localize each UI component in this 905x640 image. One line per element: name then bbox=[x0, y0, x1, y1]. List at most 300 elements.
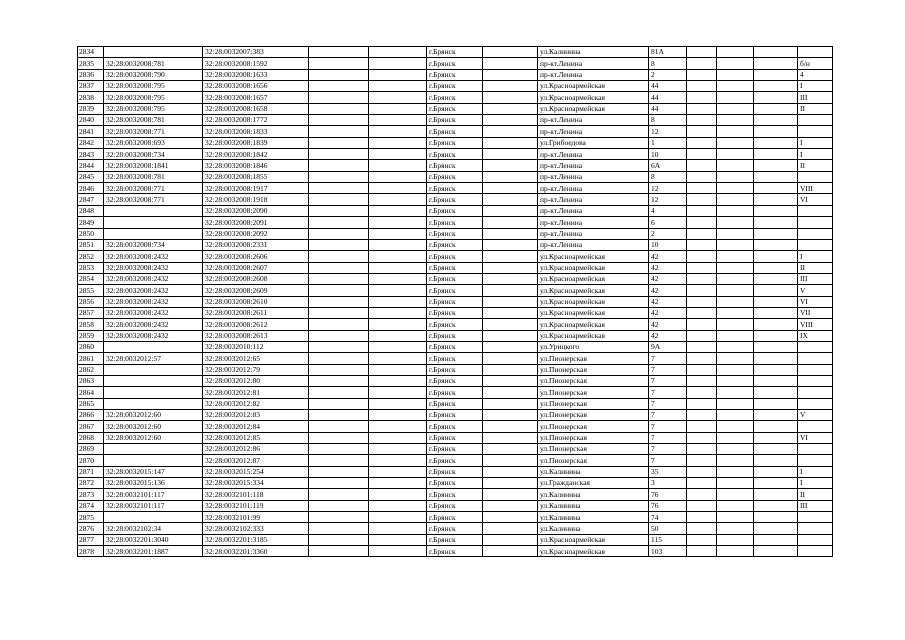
parent-cadastral-number-cell: 32:28:0032008:771 bbox=[104, 183, 203, 194]
house-number-cell: 7 bbox=[649, 375, 687, 386]
table-row bbox=[78, 375, 833, 386]
street-cell: ул.Пионерская bbox=[538, 398, 649, 409]
empty-cell-b bbox=[369, 296, 427, 307]
table-row bbox=[78, 341, 833, 352]
premises-number-cell: VII bbox=[798, 307, 833, 318]
table-row bbox=[78, 69, 833, 80]
empty-cell-c bbox=[483, 455, 538, 466]
parent-cadastral-number-cell: 32:28:0032008:781 bbox=[104, 115, 203, 126]
table-row bbox=[78, 47, 833, 58]
parent-cadastral-number-cell bbox=[104, 444, 203, 455]
row-number-cell: 2867 bbox=[78, 421, 104, 432]
empty-cell-f bbox=[754, 69, 798, 80]
empty-cell-a bbox=[309, 160, 369, 171]
empty-cell-c bbox=[483, 319, 538, 330]
empty-cell-c bbox=[483, 330, 538, 341]
parent-cadastral-number-cell bbox=[104, 205, 203, 216]
empty-cell-b bbox=[369, 126, 427, 137]
empty-cell-f bbox=[754, 387, 798, 398]
row-number-cell: 2834 bbox=[78, 47, 104, 58]
empty-cell-f bbox=[754, 375, 798, 386]
premises-number-cell bbox=[798, 546, 833, 557]
empty-cell-c bbox=[483, 296, 538, 307]
table-row bbox=[78, 273, 833, 284]
house-number-cell: 12 bbox=[649, 126, 687, 137]
row-number-cell: 2874 bbox=[78, 500, 104, 511]
empty-cell-c bbox=[483, 228, 538, 239]
premises-number-cell: VI bbox=[798, 194, 833, 205]
empty-cell-d bbox=[687, 103, 717, 114]
premises-number-cell: IX bbox=[798, 330, 833, 341]
city-cell: г.Брянск bbox=[427, 353, 483, 364]
table-row bbox=[78, 149, 833, 160]
cadastral-number-cell: 32:28:0032008:2606 bbox=[203, 251, 309, 262]
empty-cell-f bbox=[754, 137, 798, 148]
cadastral-number-cell: 32:28:0032012:65 bbox=[203, 353, 309, 364]
empty-cell-a bbox=[309, 47, 369, 58]
parent-cadastral-number-cell: 32:28:0032012:60 bbox=[104, 432, 203, 443]
house-number-cell: 7 bbox=[649, 432, 687, 443]
table-row bbox=[78, 194, 833, 205]
parent-cadastral-number-cell: 32:28:0032008:2432 bbox=[104, 307, 203, 318]
empty-cell-f bbox=[754, 466, 798, 477]
empty-cell-d bbox=[687, 228, 717, 239]
empty-cell-e bbox=[717, 466, 754, 477]
empty-cell-e bbox=[717, 228, 754, 239]
cadastral-number-cell: 32:28:0032102:333 bbox=[203, 523, 309, 534]
parent-cadastral-number-cell: 32:28:0032008:781 bbox=[104, 171, 203, 182]
parent-cadastral-number-cell: 32:28:0032008:2432 bbox=[104, 296, 203, 307]
empty-cell-c bbox=[483, 307, 538, 318]
table-row bbox=[78, 455, 833, 466]
empty-cell-c bbox=[483, 432, 538, 443]
empty-cell-e bbox=[717, 205, 754, 216]
empty-cell-b bbox=[369, 92, 427, 103]
table-row bbox=[78, 364, 833, 375]
street-cell: пр-кт.Ленина bbox=[538, 69, 649, 80]
row-number-cell: 2869 bbox=[78, 444, 104, 455]
city-cell: г.Брянск bbox=[427, 273, 483, 284]
city-cell: г.Брянск bbox=[427, 251, 483, 262]
premises-number-cell: II bbox=[798, 262, 833, 273]
cadastral-number-cell: 32:28:0032010:112 bbox=[203, 341, 309, 352]
row-number-cell: 2848 bbox=[78, 205, 104, 216]
empty-cell-d bbox=[687, 523, 717, 534]
empty-cell-e bbox=[717, 296, 754, 307]
table-row bbox=[78, 296, 833, 307]
premises-number-cell: III bbox=[798, 273, 833, 284]
house-number-cell: 115 bbox=[649, 534, 687, 545]
empty-cell-d bbox=[687, 171, 717, 182]
empty-cell-d bbox=[687, 398, 717, 409]
empty-cell-f bbox=[754, 432, 798, 443]
cadastral-number-cell: 32:28:0032008:2090 bbox=[203, 205, 309, 216]
city-cell: г.Брянск bbox=[427, 398, 483, 409]
empty-cell-a bbox=[309, 375, 369, 386]
empty-cell-b bbox=[369, 285, 427, 296]
empty-cell-c bbox=[483, 273, 538, 284]
empty-cell-a bbox=[309, 387, 369, 398]
premises-number-cell: III bbox=[798, 500, 833, 511]
empty-cell-d bbox=[687, 296, 717, 307]
city-cell: г.Брянск bbox=[427, 330, 483, 341]
premises-number-cell: VIII bbox=[798, 183, 833, 194]
parent-cadastral-number-cell: 32:28:0032008:790 bbox=[104, 69, 203, 80]
cadastral-number-cell: 32:28:0032008:2091 bbox=[203, 217, 309, 228]
cadastral-number-cell: 32:28:0032008:1918 bbox=[203, 194, 309, 205]
empty-cell-f bbox=[754, 160, 798, 171]
city-cell: г.Брянск bbox=[427, 421, 483, 432]
empty-cell-e bbox=[717, 387, 754, 398]
cadastral-number-cell: 32:28:0032008:2607 bbox=[203, 262, 309, 273]
parent-cadastral-number-cell bbox=[104, 455, 203, 466]
empty-cell-e bbox=[717, 500, 754, 511]
empty-cell-b bbox=[369, 319, 427, 330]
table-row bbox=[78, 160, 833, 171]
empty-cell-f bbox=[754, 410, 798, 421]
house-number-cell: 7 bbox=[649, 410, 687, 421]
table-row bbox=[78, 171, 833, 182]
city-cell: г.Брянск bbox=[427, 432, 483, 443]
register-table bbox=[77, 46, 833, 557]
empty-cell-e bbox=[717, 194, 754, 205]
street-cell: ул.Красноармейская bbox=[538, 92, 649, 103]
empty-cell-e bbox=[717, 47, 754, 58]
empty-cell-a bbox=[309, 307, 369, 318]
cadastral-number-cell: 32:28:0032012:81 bbox=[203, 387, 309, 398]
city-cell: г.Брянск bbox=[427, 183, 483, 194]
parent-cadastral-number-cell: 32:28:0032008:2432 bbox=[104, 285, 203, 296]
cadastral-number-cell: 32:28:0032008:1846 bbox=[203, 160, 309, 171]
street-cell: ул.Калинина bbox=[538, 512, 649, 523]
premises-number-cell bbox=[798, 353, 833, 364]
empty-cell-c bbox=[483, 500, 538, 511]
row-number-cell: 2856 bbox=[78, 296, 104, 307]
city-cell: г.Брянск bbox=[427, 228, 483, 239]
empty-cell-d bbox=[687, 489, 717, 500]
house-number-cell: 103 bbox=[649, 546, 687, 557]
empty-cell-e bbox=[717, 330, 754, 341]
parent-cadastral-number-cell: 32:28:0032008:2432 bbox=[104, 330, 203, 341]
empty-cell-d bbox=[687, 546, 717, 557]
table-row bbox=[78, 489, 833, 500]
house-number-cell: 7 bbox=[649, 387, 687, 398]
table-row bbox=[78, 546, 833, 557]
city-cell: г.Брянск bbox=[427, 364, 483, 375]
empty-cell-a bbox=[309, 239, 369, 250]
empty-cell-c bbox=[483, 194, 538, 205]
empty-cell-a bbox=[309, 444, 369, 455]
city-cell: г.Брянск bbox=[427, 478, 483, 489]
empty-cell-b bbox=[369, 160, 427, 171]
city-cell: г.Брянск bbox=[427, 466, 483, 477]
parent-cadastral-number-cell bbox=[104, 47, 203, 58]
empty-cell-a bbox=[309, 149, 369, 160]
row-number-cell: 2868 bbox=[78, 432, 104, 443]
house-number-cell: 42 bbox=[649, 273, 687, 284]
empty-cell-e bbox=[717, 444, 754, 455]
empty-cell-a bbox=[309, 228, 369, 239]
premises-number-cell bbox=[798, 534, 833, 545]
empty-cell-c bbox=[483, 149, 538, 160]
empty-cell-b bbox=[369, 103, 427, 114]
empty-cell-b bbox=[369, 81, 427, 92]
empty-cell-b bbox=[369, 455, 427, 466]
house-number-cell: 10 bbox=[649, 239, 687, 250]
row-number-cell: 2870 bbox=[78, 455, 104, 466]
empty-cell-f bbox=[754, 353, 798, 364]
city-cell: г.Брянск bbox=[427, 523, 483, 534]
city-cell: г.Брянск bbox=[427, 387, 483, 398]
empty-cell-c bbox=[483, 160, 538, 171]
table-row bbox=[78, 103, 833, 114]
empty-cell-c bbox=[483, 92, 538, 103]
empty-cell-c bbox=[483, 410, 538, 421]
empty-cell-a bbox=[309, 478, 369, 489]
street-cell: пр-кт.Ленина bbox=[538, 183, 649, 194]
table-row bbox=[78, 262, 833, 273]
house-number-cell: 3 bbox=[649, 478, 687, 489]
house-number-cell: 42 bbox=[649, 296, 687, 307]
cadastral-number-cell: 32:28:0032012:85 bbox=[203, 432, 309, 443]
house-number-cell: 2 bbox=[649, 228, 687, 239]
parent-cadastral-number-cell bbox=[104, 364, 203, 375]
empty-cell-b bbox=[369, 171, 427, 182]
empty-cell-e bbox=[717, 160, 754, 171]
empty-cell-e bbox=[717, 523, 754, 534]
empty-cell-d bbox=[687, 251, 717, 262]
street-cell: ул.Красноармейская bbox=[538, 319, 649, 330]
empty-cell-f bbox=[754, 398, 798, 409]
empty-cell-c bbox=[483, 523, 538, 534]
premises-number-cell: VIII bbox=[798, 319, 833, 330]
empty-cell-c bbox=[483, 103, 538, 114]
empty-cell-b bbox=[369, 205, 427, 216]
empty-cell-f bbox=[754, 47, 798, 58]
empty-cell-c bbox=[483, 512, 538, 523]
empty-cell-c bbox=[483, 217, 538, 228]
city-cell: г.Брянск bbox=[427, 455, 483, 466]
cadastral-number-cell: 32:28:0032008:1656 bbox=[203, 81, 309, 92]
premises-number-cell bbox=[798, 205, 833, 216]
city-cell: г.Брянск bbox=[427, 410, 483, 421]
street-cell: ул.Красноармейская bbox=[538, 296, 649, 307]
street-cell: пр-кт.Ленина bbox=[538, 171, 649, 182]
empty-cell-e bbox=[717, 262, 754, 273]
parent-cadastral-number-cell: 32:28:0032008:734 bbox=[104, 239, 203, 250]
empty-cell-b bbox=[369, 421, 427, 432]
table-row bbox=[78, 115, 833, 126]
empty-cell-b bbox=[369, 69, 427, 80]
row-number-cell: 2841 bbox=[78, 126, 104, 137]
parent-cadastral-number-cell bbox=[104, 387, 203, 398]
street-cell: ул.Калинина bbox=[538, 500, 649, 511]
row-number-cell: 2857 bbox=[78, 307, 104, 318]
premises-number-cell: II bbox=[798, 103, 833, 114]
empty-cell-b bbox=[369, 444, 427, 455]
house-number-cell: 81А bbox=[649, 47, 687, 58]
cadastral-number-cell: 32:28:0032008:2612 bbox=[203, 319, 309, 330]
empty-cell-a bbox=[309, 81, 369, 92]
empty-cell-d bbox=[687, 47, 717, 58]
street-cell: ул.Красноармейская bbox=[538, 330, 649, 341]
empty-cell-d bbox=[687, 364, 717, 375]
empty-cell-b bbox=[369, 58, 427, 69]
empty-cell-a bbox=[309, 251, 369, 262]
empty-cell-b bbox=[369, 387, 427, 398]
empty-cell-d bbox=[687, 69, 717, 80]
premises-number-cell: V bbox=[798, 285, 833, 296]
cadastral-number-cell: 32:28:0032008:1592 bbox=[203, 58, 309, 69]
cadastral-number-cell: 32:28:0032008:2331 bbox=[203, 239, 309, 250]
city-cell: г.Брянск bbox=[427, 285, 483, 296]
table-row bbox=[78, 58, 833, 69]
street-cell: пр-кт.Ленина bbox=[538, 205, 649, 216]
empty-cell-f bbox=[754, 194, 798, 205]
empty-cell-c bbox=[483, 251, 538, 262]
premises-number-cell: I bbox=[798, 81, 833, 92]
premises-number-cell bbox=[798, 239, 833, 250]
empty-cell-f bbox=[754, 183, 798, 194]
city-cell: г.Брянск bbox=[427, 375, 483, 386]
city-cell: г.Брянск bbox=[427, 262, 483, 273]
premises-number-cell: I bbox=[798, 478, 833, 489]
premises-number-cell bbox=[798, 364, 833, 375]
empty-cell-e bbox=[717, 410, 754, 421]
empty-cell-c bbox=[483, 126, 538, 137]
empty-cell-d bbox=[687, 410, 717, 421]
empty-cell-d bbox=[687, 455, 717, 466]
house-number-cell: 9А bbox=[649, 341, 687, 352]
empty-cell-d bbox=[687, 285, 717, 296]
empty-cell-f bbox=[754, 330, 798, 341]
empty-cell-b bbox=[369, 183, 427, 194]
street-cell: ул.Калинина bbox=[538, 47, 649, 58]
row-number-cell: 2846 bbox=[78, 183, 104, 194]
cadastral-number-cell: 32:28:0032008:2608 bbox=[203, 273, 309, 284]
empty-cell-a bbox=[309, 466, 369, 477]
table-row bbox=[78, 330, 833, 341]
empty-cell-c bbox=[483, 489, 538, 500]
premises-number-cell bbox=[798, 387, 833, 398]
house-number-cell: 44 bbox=[649, 92, 687, 103]
cadastral-number-cell: 32:28:0032008:2613 bbox=[203, 330, 309, 341]
empty-cell-a bbox=[309, 364, 369, 375]
empty-cell-c bbox=[483, 444, 538, 455]
empty-cell-f bbox=[754, 444, 798, 455]
empty-cell-f bbox=[754, 81, 798, 92]
cadastral-number-cell: 32:28:0032012:83 bbox=[203, 410, 309, 421]
parent-cadastral-number-cell: 32:28:0032008:734 bbox=[104, 149, 203, 160]
register-table-body bbox=[78, 47, 833, 557]
empty-cell-a bbox=[309, 432, 369, 443]
parent-cadastral-number-cell: 32:28:0032008:781 bbox=[104, 58, 203, 69]
empty-cell-c bbox=[483, 183, 538, 194]
empty-cell-b bbox=[369, 228, 427, 239]
empty-cell-a bbox=[309, 512, 369, 523]
parent-cadastral-number-cell: 32:28:0032008:2432 bbox=[104, 251, 203, 262]
house-number-cell: 50 bbox=[649, 523, 687, 534]
empty-cell-f bbox=[754, 228, 798, 239]
parent-cadastral-number-cell: 32:28:0032008:2432 bbox=[104, 262, 203, 273]
house-number-cell: 1 bbox=[649, 137, 687, 148]
house-number-cell: 7 bbox=[649, 353, 687, 364]
empty-cell-f bbox=[754, 239, 798, 250]
empty-cell-c bbox=[483, 341, 538, 352]
house-number-cell: 7 bbox=[649, 455, 687, 466]
empty-cell-a bbox=[309, 319, 369, 330]
street-cell: ул.Красноармейская bbox=[538, 546, 649, 557]
empty-cell-b bbox=[369, 330, 427, 341]
empty-cell-e bbox=[717, 353, 754, 364]
parent-cadastral-number-cell: 32:28:0032102:34 bbox=[104, 523, 203, 534]
empty-cell-c bbox=[483, 534, 538, 545]
premises-number-cell: I bbox=[798, 137, 833, 148]
empty-cell-b bbox=[369, 375, 427, 386]
row-number-cell: 2836 bbox=[78, 69, 104, 80]
premises-number-cell bbox=[798, 398, 833, 409]
parent-cadastral-number-cell: 32:28:0032201:3040 bbox=[104, 534, 203, 545]
street-cell: пр-кт.Ленина bbox=[538, 239, 649, 250]
empty-cell-c bbox=[483, 364, 538, 375]
street-cell: ул.Красноармейская bbox=[538, 307, 649, 318]
empty-cell-f bbox=[754, 171, 798, 182]
row-number-cell: 2854 bbox=[78, 273, 104, 284]
empty-cell-d bbox=[687, 421, 717, 432]
empty-cell-b bbox=[369, 47, 427, 58]
street-cell: ул.Красноармейская bbox=[538, 262, 649, 273]
row-number-cell: 2849 bbox=[78, 217, 104, 228]
street-cell: ул.Грибоедова bbox=[538, 137, 649, 148]
empty-cell-c bbox=[483, 387, 538, 398]
empty-cell-a bbox=[309, 205, 369, 216]
empty-cell-d bbox=[687, 387, 717, 398]
empty-cell-d bbox=[687, 330, 717, 341]
cadastral-number-cell: 32:28:0032101:99 bbox=[203, 512, 309, 523]
table-row bbox=[78, 512, 833, 523]
table-row bbox=[78, 410, 833, 421]
empty-cell-e bbox=[717, 478, 754, 489]
table-row bbox=[78, 421, 833, 432]
empty-cell-e bbox=[717, 489, 754, 500]
empty-cell-d bbox=[687, 375, 717, 386]
row-number-cell: 2853 bbox=[78, 262, 104, 273]
premises-number-cell: VI bbox=[798, 296, 833, 307]
city-cell: г.Брянск bbox=[427, 534, 483, 545]
cadastral-number-cell: 32:28:0032008:1657 bbox=[203, 92, 309, 103]
row-number-cell: 2873 bbox=[78, 489, 104, 500]
city-cell: г.Брянск bbox=[427, 160, 483, 171]
premises-number-cell bbox=[798, 171, 833, 182]
cadastral-number-cell: 32:28:0032008:2609 bbox=[203, 285, 309, 296]
premises-number-cell bbox=[798, 512, 833, 523]
house-number-cell: 8 bbox=[649, 171, 687, 182]
cadastral-number-cell: 32:28:0032012:87 bbox=[203, 455, 309, 466]
street-cell: ул.Пионерская bbox=[538, 444, 649, 455]
table-row bbox=[78, 478, 833, 489]
table-row bbox=[78, 307, 833, 318]
city-cell: г.Брянск bbox=[427, 137, 483, 148]
empty-cell-b bbox=[369, 534, 427, 545]
house-number-cell: 8 bbox=[649, 58, 687, 69]
cadastral-number-cell: 32:28:0032007:383 bbox=[203, 47, 309, 58]
empty-cell-e bbox=[717, 273, 754, 284]
premises-number-cell: 4 bbox=[798, 69, 833, 80]
cadastral-number-cell: 32:28:0032008:1839 bbox=[203, 137, 309, 148]
empty-cell-a bbox=[309, 171, 369, 182]
empty-cell-a bbox=[309, 534, 369, 545]
house-number-cell: 76 bbox=[649, 489, 687, 500]
